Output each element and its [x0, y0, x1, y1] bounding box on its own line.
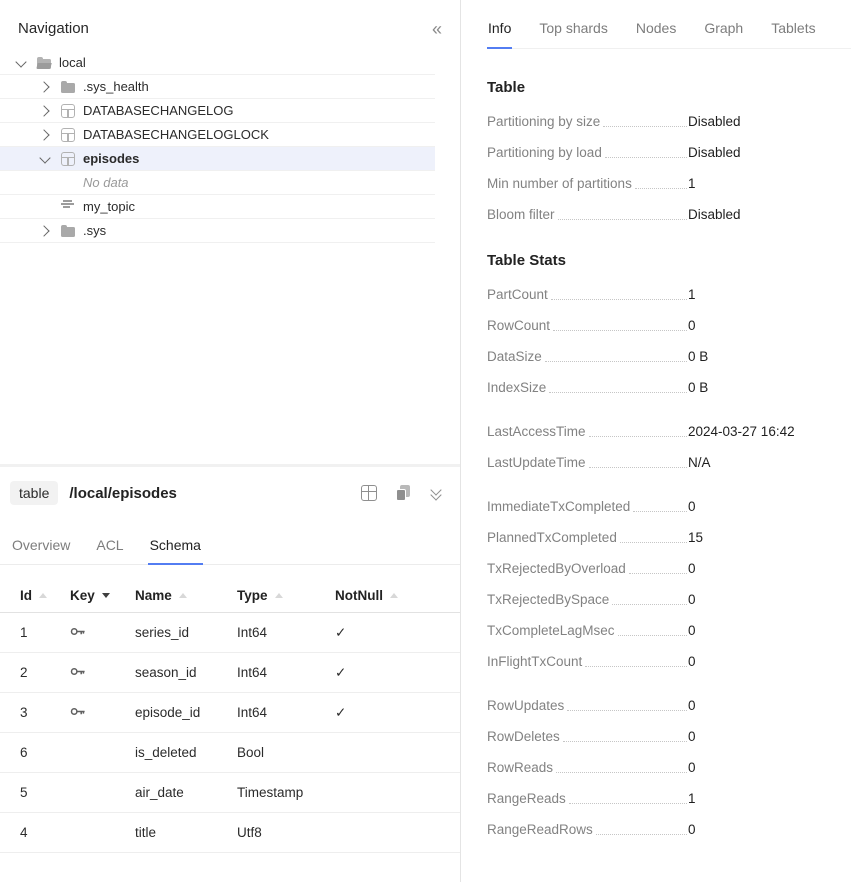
- info-value: 0: [688, 561, 696, 576]
- info-value: 0 B: [688, 349, 709, 364]
- cell-name: season_id: [135, 665, 197, 680]
- info-label: Min number of partitions: [487, 176, 632, 191]
- table-row[interactable]: [0, 613, 460, 653]
- info-value: 2024-03-27 16:42: [688, 424, 795, 439]
- key-icon: [70, 666, 86, 677]
- table-row[interactable]: [0, 813, 460, 853]
- leader-dots: [618, 635, 687, 636]
- tree-chevron-icon[interactable]: [38, 200, 52, 214]
- tree-item[interactable]: [0, 51, 435, 75]
- info-label: IndexSize: [487, 380, 547, 395]
- column-header[interactable]: [135, 588, 237, 603]
- info-row: [487, 821, 851, 839]
- info-label: RowCount: [487, 318, 551, 333]
- cell-key: [70, 665, 135, 680]
- cell-type: Utf8: [237, 825, 262, 840]
- leader-dots: [612, 604, 687, 605]
- schema-panel: [0, 467, 460, 882]
- info-value: Disabled: [688, 145, 741, 160]
- cell-notnull: ✓: [335, 704, 347, 720]
- tree-item[interactable]: [0, 75, 435, 99]
- navigation-title: Navigation: [18, 20, 89, 37]
- info-row: [487, 697, 851, 715]
- info-value: 0: [688, 318, 696, 333]
- tree-entity-icon: [60, 103, 76, 119]
- leader-dots: [556, 772, 687, 773]
- info-label: RowDeletes: [487, 729, 560, 744]
- info-row: [487, 728, 851, 746]
- table-row[interactable]: [0, 773, 460, 813]
- tree-item[interactable]: [0, 171, 435, 195]
- leader-dots: [620, 542, 687, 543]
- schema-panel-header: [0, 467, 460, 517]
- leader-dots: [589, 436, 687, 437]
- leader-dots: [585, 666, 687, 667]
- sort-icon[interactable]: [390, 593, 398, 598]
- schema-panel-actions: [360, 484, 446, 502]
- cell-name: title: [135, 825, 157, 840]
- leader-dots: [569, 803, 687, 804]
- info-label: ImmediateTxCompleted: [487, 499, 631, 514]
- info-row: [487, 113, 851, 131]
- cell-key: [70, 625, 135, 640]
- entity-type-badge: table: [10, 481, 58, 505]
- leader-dots: [589, 467, 687, 468]
- tree-item-label: local: [59, 55, 86, 70]
- sort-icon[interactable]: [275, 593, 283, 598]
- schema-tab[interactable]: ACL: [96, 537, 124, 553]
- leader-dots: [545, 361, 687, 362]
- table-info-rows: [487, 113, 851, 224]
- info-row: [487, 498, 851, 516]
- cell-key: [70, 745, 135, 760]
- info-value: 15: [688, 530, 704, 545]
- info-tab[interactable]: Graph: [704, 20, 744, 36]
- info-label: DataSize: [487, 349, 542, 364]
- info-label: Partitioning by load: [487, 145, 602, 160]
- info-row: [487, 379, 851, 397]
- info-value: 0: [688, 760, 696, 775]
- leader-dots: [553, 330, 687, 331]
- leader-dots: [603, 126, 687, 127]
- info-row: [487, 622, 851, 640]
- tree-chevron-icon[interactable]: [38, 104, 52, 118]
- sort-icon[interactable]: [179, 593, 187, 598]
- info-row: [487, 348, 851, 366]
- schema-table-header: [0, 579, 460, 613]
- info-value: 0: [688, 698, 696, 713]
- cell-type: Bool: [237, 745, 265, 760]
- table-row[interactable]: [0, 653, 460, 693]
- info-label: RowReads: [487, 760, 554, 775]
- info-label: PartCount: [487, 287, 548, 302]
- info-label: PlannedTxCompleted: [487, 530, 617, 545]
- info-row: [487, 591, 851, 609]
- leader-dots: [551, 299, 687, 300]
- info-row: [487, 454, 851, 472]
- leader-dots: [633, 511, 687, 512]
- tree-entity-icon: [60, 199, 76, 215]
- tree-chevron-icon[interactable]: [38, 224, 52, 238]
- collapse-panel-icon[interactable]: «: [431, 18, 442, 39]
- info-label: InFlightTxCount: [487, 654, 583, 669]
- cell-id: 5: [20, 785, 28, 800]
- info-label: Bloom filter: [487, 207, 555, 222]
- cell-type: Int64: [237, 665, 268, 680]
- cell-name: is_deleted: [135, 745, 197, 760]
- cell-type: Timestamp: [237, 785, 304, 800]
- leader-dots: [596, 834, 687, 835]
- info-value: 0: [688, 654, 696, 669]
- info-label: RangeReads: [487, 791, 566, 806]
- cell-key: [70, 825, 135, 840]
- stats-group-4: [487, 697, 851, 839]
- tree-item-label: .sys: [83, 223, 107, 238]
- tree-item[interactable]: [0, 99, 435, 123]
- cell-name: series_id: [135, 625, 190, 640]
- info-value: 0: [688, 592, 696, 607]
- navigation-tree: [0, 51, 460, 243]
- leader-dots: [605, 157, 687, 158]
- info-row: [487, 653, 851, 671]
- info-row: [487, 560, 851, 578]
- cell-notnull: ✓: [335, 664, 347, 680]
- tree-item[interactable]: [0, 195, 435, 219]
- tree-chevron-icon[interactable]: [38, 128, 52, 142]
- tree-entity-icon: [60, 175, 76, 191]
- info-value: 0 B: [688, 380, 709, 395]
- info-label: LastAccessTime: [487, 424, 586, 439]
- tree-item-label: my_topic: [83, 199, 136, 214]
- cell-id: 1: [20, 625, 28, 640]
- cell-id: 6: [20, 745, 28, 760]
- info-row: [487, 759, 851, 777]
- info-row: [487, 317, 851, 335]
- schema-table: [0, 565, 460, 853]
- copy-path-icon[interactable]: [394, 484, 412, 502]
- leader-dots: [635, 188, 687, 189]
- column-header-label: Type: [237, 588, 268, 603]
- cell-id: 2: [20, 665, 28, 680]
- cell-type: Int64: [237, 625, 268, 640]
- tree-chevron-icon[interactable]: [38, 80, 52, 94]
- collapse-section-icon[interactable]: [428, 484, 446, 502]
- key-icon: [70, 626, 86, 637]
- column-header-label: Id: [20, 588, 32, 603]
- info-label: TxRejectedBySpace: [487, 592, 610, 607]
- sort-icon[interactable]: [39, 593, 47, 598]
- cell-key: [70, 705, 135, 720]
- leader-dots: [567, 710, 687, 711]
- tree-item[interactable]: [0, 219, 435, 243]
- leader-dots: [563, 741, 687, 742]
- info-row: [487, 144, 851, 162]
- tree-item-label: DATABASECHANGELOGLOCK: [83, 127, 269, 142]
- info-row: [487, 286, 851, 304]
- tree-entity-icon: [60, 151, 76, 167]
- info-row: [487, 423, 851, 441]
- schema-tab[interactable]: Overview: [12, 537, 71, 553]
- table-row[interactable]: [0, 693, 460, 733]
- info-value: 1: [688, 176, 696, 191]
- info-tab[interactable]: Top shards: [539, 20, 608, 36]
- info-value: 1: [688, 791, 696, 806]
- tree-chevron-icon[interactable]: [38, 176, 52, 190]
- tree-item-label: .sys_health: [83, 79, 149, 94]
- info-row: [487, 529, 851, 547]
- cell-notnull: ✓: [335, 624, 347, 640]
- info-value: 0: [688, 499, 696, 514]
- info-label: RangeReadRows: [487, 822, 593, 837]
- info-value: 0: [688, 822, 696, 837]
- column-header-label: Name: [135, 588, 172, 603]
- info-label: RowUpdates: [487, 698, 565, 713]
- stats-section-title: Table Stats: [487, 252, 566, 269]
- column-header-label: Key: [70, 588, 95, 603]
- tree-item-label: episodes: [83, 151, 140, 166]
- table-row[interactable]: [0, 733, 460, 773]
- leader-dots: [558, 219, 687, 220]
- info-value: Disabled: [688, 207, 741, 222]
- cell-id: 3: [20, 705, 28, 720]
- info-label: TxCompleteLagMsec: [487, 623, 615, 638]
- open-preview-icon[interactable]: [360, 484, 378, 502]
- info-panel: [460, 0, 851, 882]
- key-icon: [70, 706, 86, 717]
- schema-tab[interactable]: Schema: [148, 531, 203, 565]
- cell-name: episode_id: [135, 705, 201, 720]
- table-section-title: Table: [487, 79, 526, 96]
- tree-chevron-icon[interactable]: [14, 56, 28, 70]
- info-tab[interactable]: Info: [487, 16, 512, 49]
- tree-entity-icon: [60, 223, 76, 239]
- leader-dots: [629, 573, 687, 574]
- stats-group-3: [487, 498, 851, 671]
- column-header[interactable]: [335, 588, 460, 603]
- cell-name: air_date: [135, 785, 184, 800]
- tree-item[interactable]: [0, 123, 435, 147]
- tree-chevron-icon[interactable]: [38, 152, 52, 166]
- info-label: Partitioning by size: [487, 114, 601, 129]
- schema-tabs: [0, 517, 460, 565]
- stats-group-1: [487, 286, 851, 397]
- info-row: [487, 175, 851, 193]
- column-header[interactable]: [237, 588, 335, 603]
- info-tabs: [487, 16, 851, 49]
- info-row: [487, 790, 851, 808]
- tree-item[interactable]: [0, 147, 435, 171]
- info-label: LastUpdateTime: [487, 455, 586, 470]
- stats-group-2: [487, 423, 851, 472]
- sort-icon[interactable]: [102, 593, 110, 598]
- column-header-label: NotNull: [335, 588, 383, 603]
- cell-key: [70, 785, 135, 800]
- info-value: 0: [688, 623, 696, 638]
- entity-path: /local/episodes: [69, 484, 177, 502]
- navigation-panel: [0, 0, 460, 467]
- cell-type: Int64: [237, 705, 268, 720]
- info-row: [487, 206, 851, 224]
- info-tab[interactable]: Nodes: [635, 20, 677, 36]
- tree-item-label: DATABASECHANGELOG: [83, 103, 234, 118]
- schema-table-body: [0, 613, 460, 853]
- leader-dots: [549, 392, 687, 393]
- column-header[interactable]: [70, 588, 135, 603]
- navigation-header: [0, 0, 460, 51]
- info-tab[interactable]: Tablets: [771, 20, 816, 36]
- info-value: N/A: [688, 455, 711, 470]
- column-header[interactable]: [20, 588, 70, 603]
- tree-entity-icon: [60, 127, 76, 143]
- tree-item-label: No data: [83, 175, 129, 190]
- info-value: 1: [688, 287, 696, 302]
- info-value: 0: [688, 729, 696, 744]
- info-label: TxRejectedByOverload: [487, 561, 626, 576]
- cell-id: 4: [20, 825, 28, 840]
- tree-entity-icon: [36, 55, 52, 71]
- info-value: Disabled: [688, 114, 741, 129]
- tree-entity-icon: [60, 79, 76, 95]
